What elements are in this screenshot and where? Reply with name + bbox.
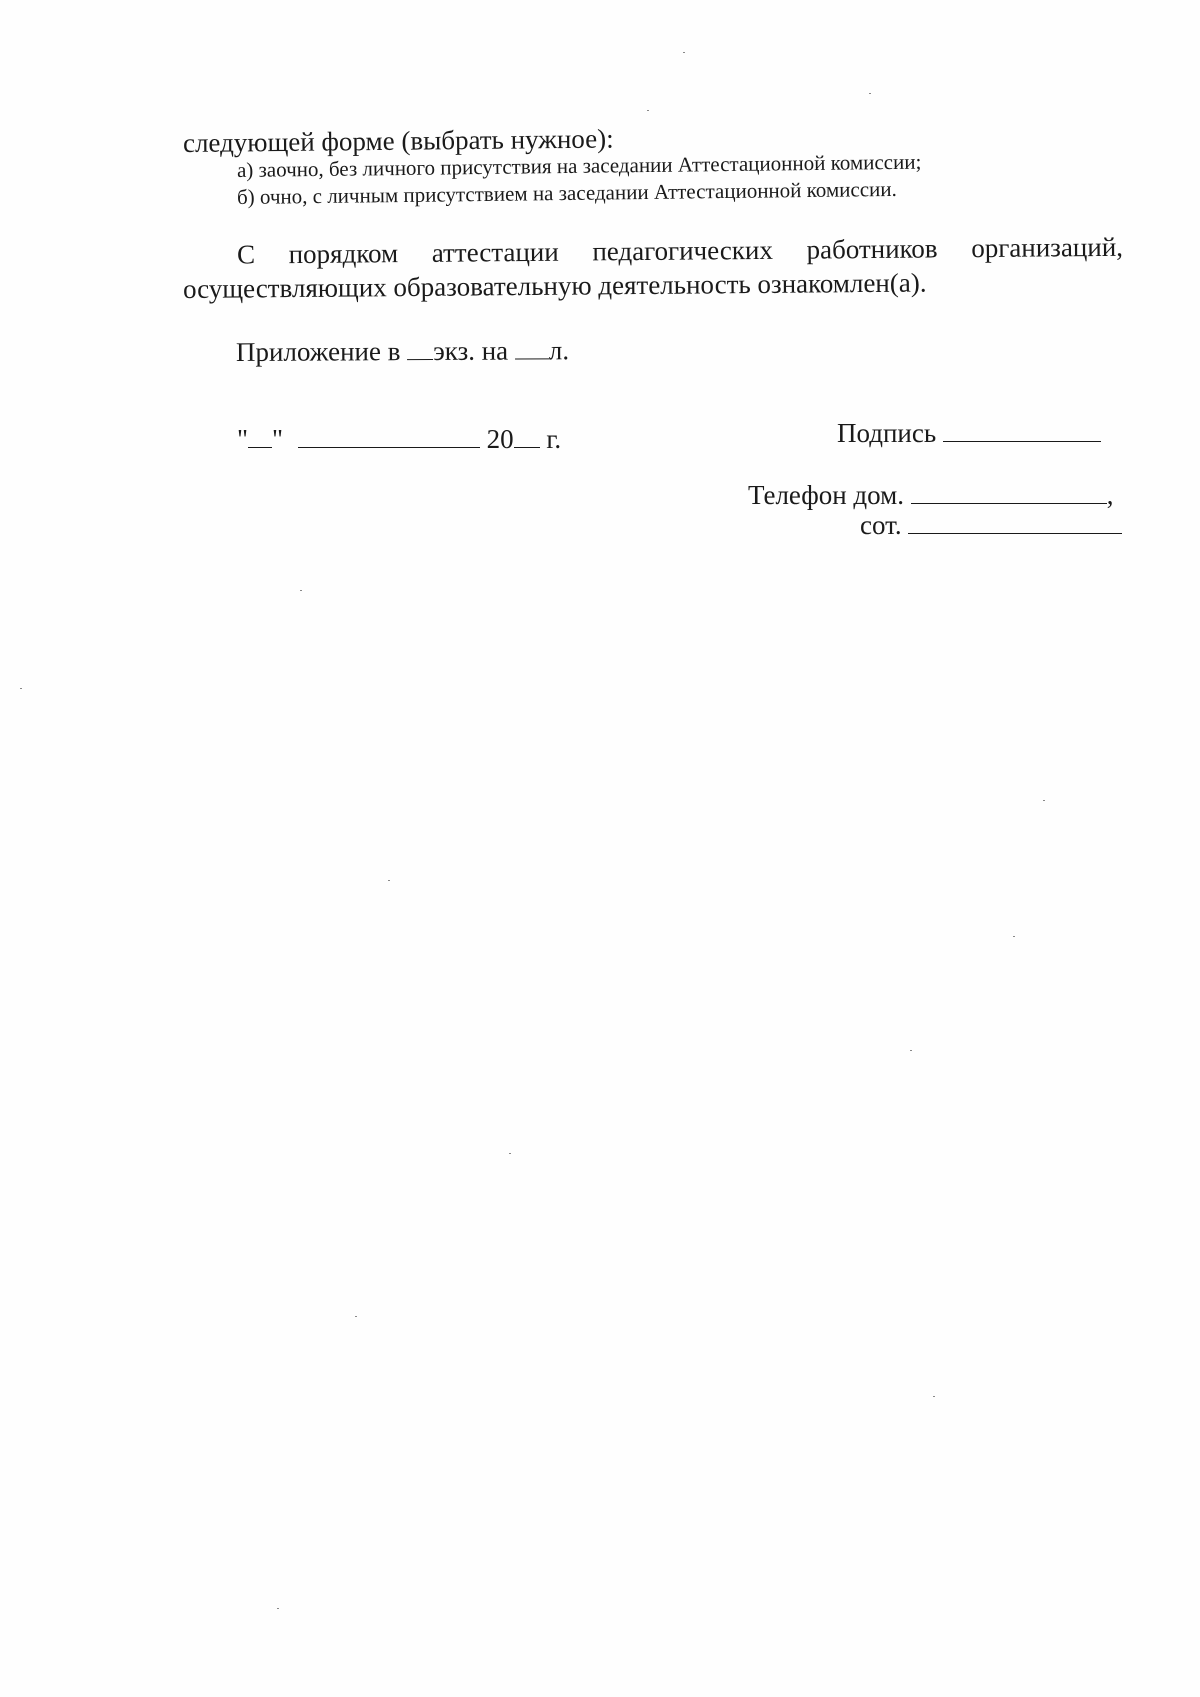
date-line (237, 424, 561, 455)
scan-speck (509, 1153, 511, 1154)
attachment-prefix: Приложение в (235, 336, 408, 367)
phone-mobile-label: сот. (860, 510, 909, 540)
year-prefix: 20 (486, 424, 514, 454)
scan-speck (933, 1396, 935, 1397)
attachment-suffix: л. (548, 335, 570, 366)
sheets-blank[interactable] (515, 336, 549, 359)
option-b-text: б) очно, с личным присутствием на заседании Аттестационной комиссии. (236, 176, 897, 209)
phone-home-comma: , (1106, 480, 1114, 510)
scan-speck (647, 110, 649, 111)
scan-speck (300, 590, 302, 591)
day-blank[interactable] (248, 425, 272, 448)
phone-mobile-blank[interactable] (908, 511, 1122, 534)
scan-speck (683, 52, 685, 53)
date-open-quote: " (237, 424, 249, 454)
phone-home-label: Телефон дом. (748, 480, 911, 510)
scan-speck (388, 880, 390, 881)
signature-line (837, 418, 1101, 449)
signature-label: Подпись (837, 418, 943, 448)
phone-mobile-line (860, 510, 1122, 541)
month-blank[interactable] (298, 425, 480, 448)
option-a-text: а) заочно, без личного присутствия на заседании Аттестационной комиссии; (236, 149, 922, 182)
date-close-quote: " (272, 424, 284, 454)
scan-speck (869, 93, 871, 94)
scan-speck (277, 1608, 279, 1609)
scan-speck (20, 688, 22, 689)
form-intro-text: следующей форме (выбрать нужное): (182, 123, 614, 158)
year-blank[interactable] (514, 425, 540, 448)
scan-speck (355, 1316, 357, 1317)
scan-speck (1013, 936, 1015, 937)
copies-blank[interactable] (407, 337, 433, 360)
signature-blank[interactable] (943, 419, 1101, 442)
attachment-line (236, 335, 569, 368)
familiarized-paragraph-line2: осуществляющих образовательную деятельность ознакомлен(а). (182, 267, 927, 304)
familiarized-paragraph-line1: С порядком аттестации педагогических работников организаций, (236, 231, 1124, 270)
year-suffix: г. (539, 424, 562, 454)
attachment-middle: экз. на (433, 335, 515, 366)
scan-speck (910, 1050, 912, 1051)
phone-home-line (748, 480, 1114, 511)
phone-home-blank[interactable] (911, 481, 1107, 504)
scan-speck (1043, 800, 1045, 801)
